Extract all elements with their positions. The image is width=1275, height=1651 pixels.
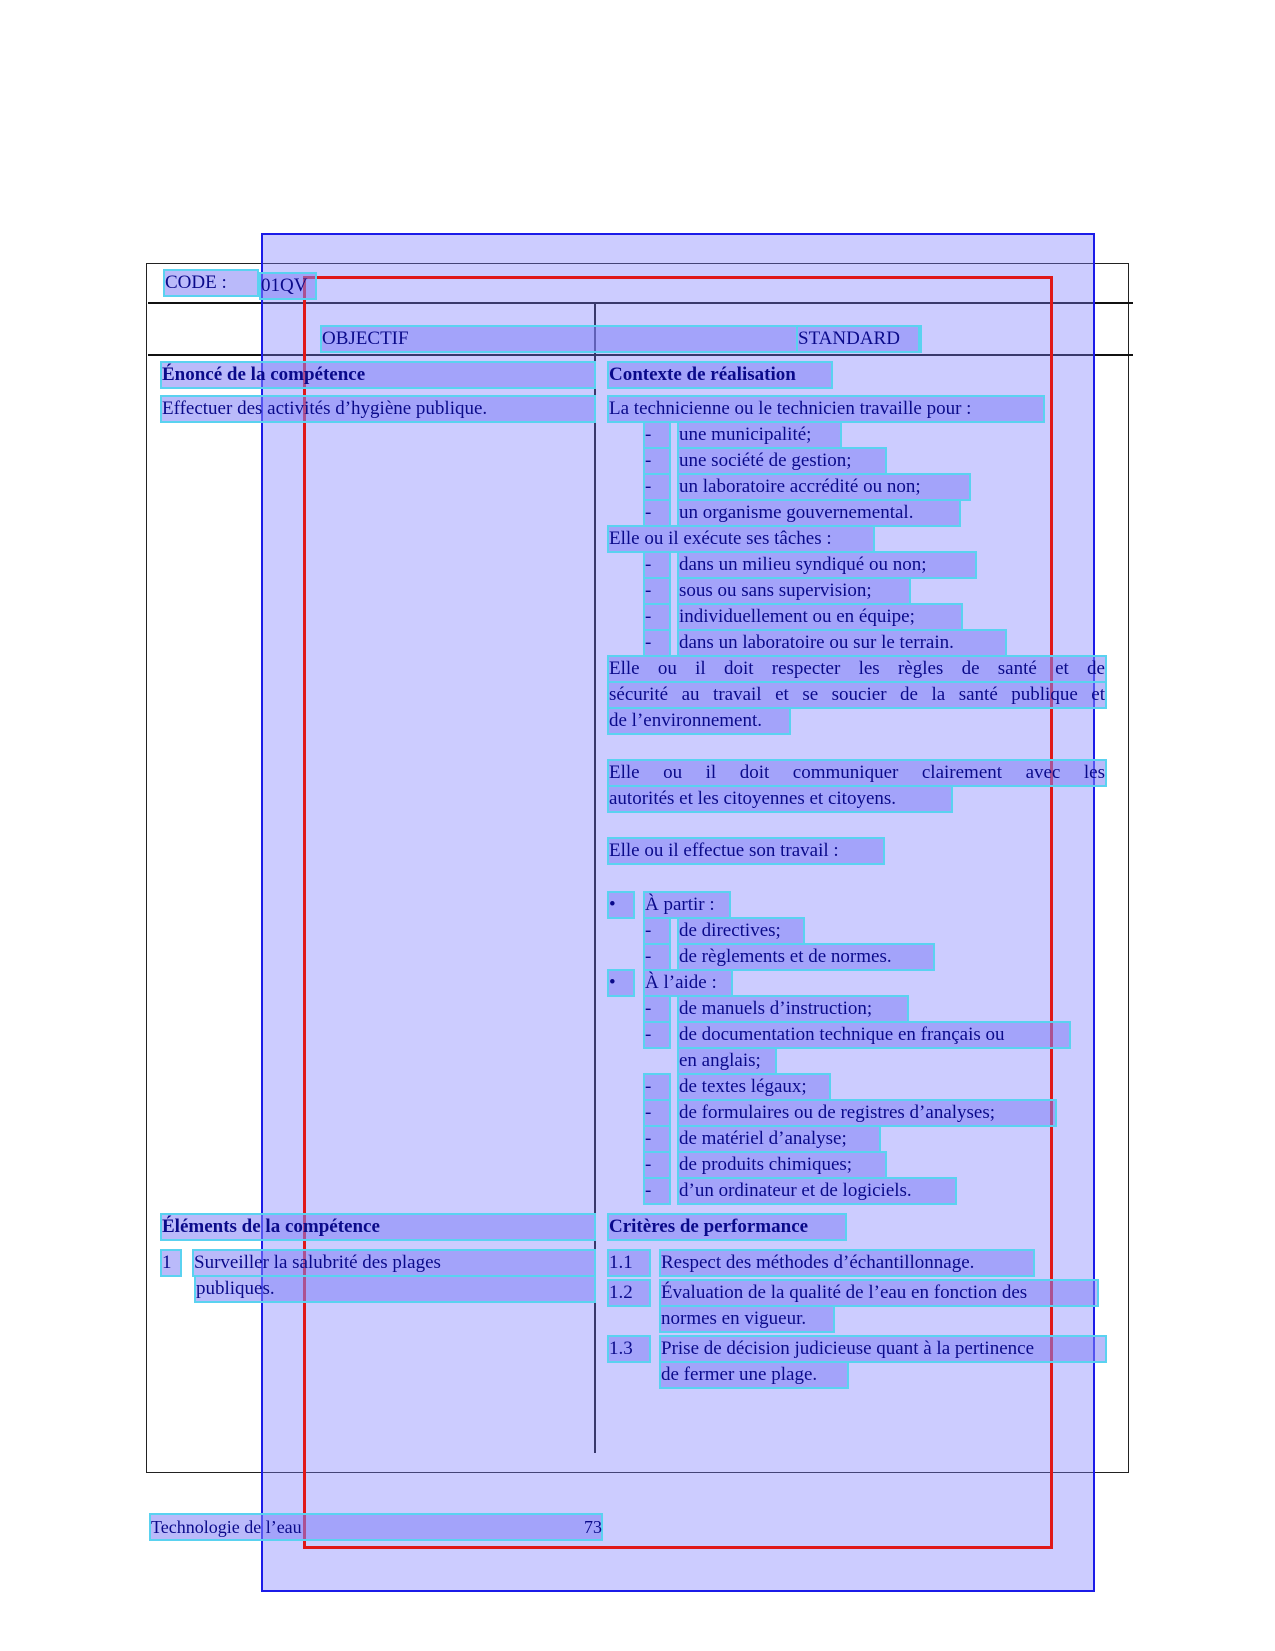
dash-marker: - (645, 631, 669, 655)
dash-marker: - (645, 553, 669, 577)
list4-item-6: de produits chimiques; (679, 1153, 885, 1177)
code-label: CODE : (165, 271, 257, 295)
list4-item-1: de manuels d’instruction; (679, 997, 907, 1021)
element-1-number: 1 (162, 1251, 180, 1275)
para1-line2: sécurité au travail et se soucier de la santé publique et (609, 684, 1105, 705)
enonce-title: Énoncé de la compétence (162, 363, 594, 387)
dash-marker: - (645, 449, 669, 473)
contexte-title: Contexte de réalisation (609, 363, 831, 387)
list4-item-2-line1: de documentation technique en français ou (679, 1023, 1069, 1047)
list4-item-2-line2: en anglais; (679, 1049, 775, 1073)
dash-marker: - (645, 423, 669, 447)
bullet-a-label: À partir : (645, 893, 729, 917)
list2-item-3: individuellement ou en équipe; (679, 605, 961, 629)
element-1-line2: publiques. (196, 1277, 594, 1301)
list1-item-3: un laboratoire accrédité ou non; (679, 475, 969, 499)
elements-title: Éléments de la compétence (162, 1215, 594, 1239)
critere-3-line2: de fermer une plage. (661, 1363, 847, 1387)
bullet-marker: • (609, 893, 633, 917)
bullet-marker: • (609, 971, 633, 995)
footer-page-number: 73 (584, 1517, 602, 1537)
element-1-line1: Surveiller la salubrité des plages (194, 1251, 594, 1275)
dash-marker: - (645, 605, 669, 629)
dash-marker: - (645, 1075, 669, 1099)
critere-2-line2: normes en vigueur. (661, 1307, 833, 1331)
dash-marker: - (645, 1179, 669, 1203)
critere-2-line1: Évaluation de la qualité de l’eau en fonction des (661, 1281, 1097, 1305)
critere-1-number: 1.1 (609, 1251, 649, 1275)
list4-item-4: de formulaires ou de registres d’analyses; (679, 1101, 1055, 1125)
list1-item-2: une société de gestion; (679, 449, 885, 473)
para2-line2: autorités et les citoyennes et citoyens. (609, 787, 951, 811)
dash-marker: - (645, 919, 669, 943)
list4-item-5: de matériel d’analyse; (679, 1127, 879, 1151)
critere-1-text: Respect des méthodes d’échantillonnage. (661, 1251, 1033, 1275)
list2-item-1: dans un milieu syndiqué ou non; (679, 553, 975, 577)
dash-marker: - (645, 1101, 669, 1125)
footer-title: Technologie de l’eau (151, 1515, 601, 1539)
contexte-intro-3: Elle ou il effectue son travail : (609, 839, 883, 863)
contexte-intro-1: La technicienne ou le technicien travaille pour : (609, 397, 1043, 421)
code-value: 01QV (261, 274, 315, 298)
enonce-text: Effectuer des activités d’hygiène publique. (162, 397, 594, 421)
para1-line1: Elle ou il doit respecter les règles de santé et de (609, 658, 1105, 679)
list1-item-4: un organisme gouvernemental. (679, 501, 959, 525)
list3-item-1: de directives; (679, 919, 803, 943)
column-header-objectif: OBJECTIF (322, 327, 918, 351)
critere-3-line1: Prise de décision judicieuse quant à la pertinence (661, 1337, 1105, 1361)
list2-item-4: dans un laboratoire ou sur le terrain. (679, 631, 1005, 655)
contexte-intro-2: Elle ou il exécute ses tâches : (609, 527, 873, 551)
critere-2-number: 1.2 (609, 1281, 649, 1305)
column-header-standard: STANDARD (798, 327, 920, 351)
dash-marker: - (645, 1127, 669, 1151)
dash-marker: - (645, 1023, 669, 1047)
dash-marker: - (645, 997, 669, 1021)
critere-3-number: 1.3 (609, 1337, 649, 1361)
dash-marker: - (645, 1153, 669, 1177)
list1-item-1: une municipalité; (679, 423, 840, 447)
para1-line3: de l’environnement. (609, 709, 789, 733)
dash-marker: - (645, 475, 669, 499)
para2-line1: Elle ou il doit communiquer clairement avec les (609, 762, 1105, 783)
dash-marker: - (645, 501, 669, 525)
list2-item-2: sous ou sans supervision; (679, 579, 909, 603)
list3-item-2: de règlements et de normes. (679, 945, 933, 969)
dash-marker: - (645, 579, 669, 603)
bullet-b-label: À l’aide : (645, 971, 731, 995)
list4-item-7: d’un ordinateur et de logiciels. (679, 1179, 955, 1203)
criteres-title: Critères de performance (609, 1215, 845, 1239)
dash-marker: - (645, 945, 669, 969)
list4-item-3: de textes légaux; (679, 1075, 829, 1099)
